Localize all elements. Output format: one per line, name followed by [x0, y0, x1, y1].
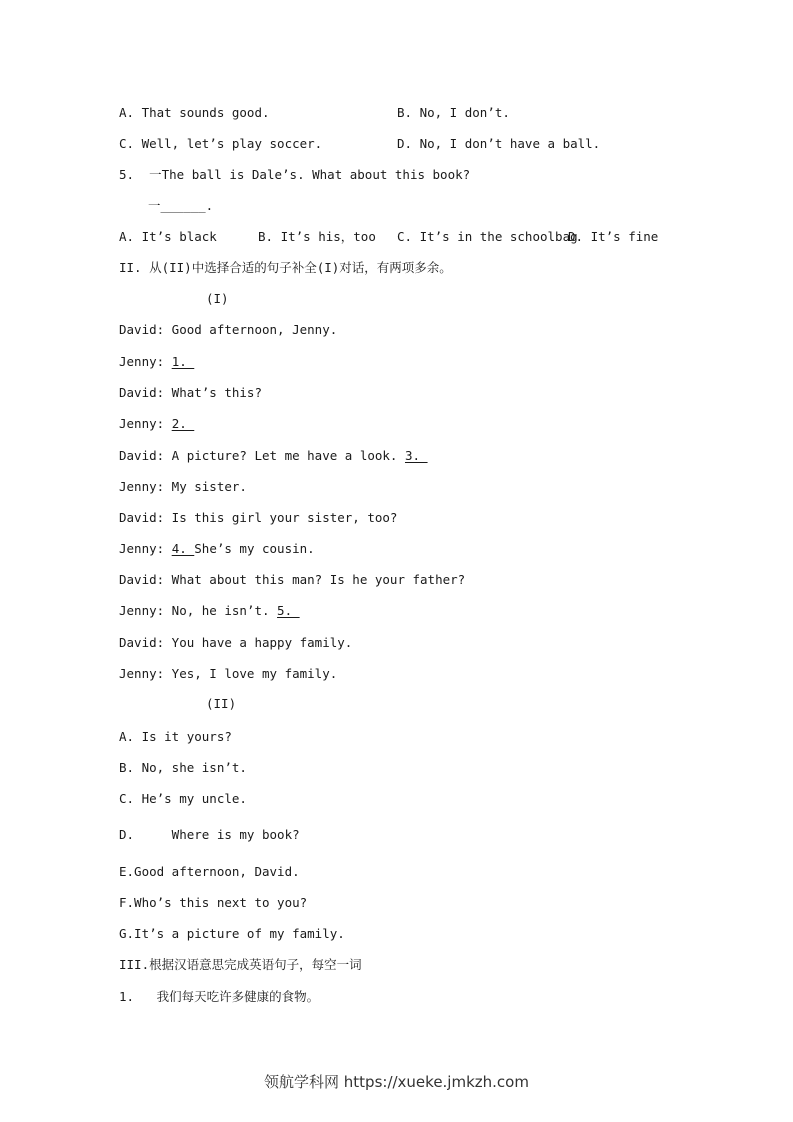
option-b: B. No, she isn’t. — [119, 760, 247, 775]
blank-4: 4. — [171, 541, 195, 556]
dialogue-text: Jenny: No, he isn’t. — [119, 603, 278, 618]
q4-option-b: B. No, I don’t. — [397, 105, 510, 120]
section-2-heading: II. 从(II)中选择合适的句子补全(I)对话，有两项多余。 — [119, 260, 452, 275]
q5-option-b: B. It’s his，too — [258, 229, 376, 244]
section-3-heading: III.根据汉语意思完成英语句子，每空一词 — [119, 957, 362, 972]
option-f: F.Who’s this next to you? — [119, 895, 308, 910]
dialogue-line-3: David: What’s this? — [119, 385, 262, 400]
q4-option-a: A. That sounds good. — [119, 105, 270, 120]
blank-1: 1. — [171, 354, 195, 369]
q5-blank: 一______. — [148, 198, 214, 213]
blank-3: 3. — [404, 448, 428, 463]
dialogue-line-9: David: What about this man? Is he your father? — [119, 572, 466, 587]
part-1-label: (I) — [206, 291, 229, 306]
option-g: G.It’s a picture of my family. — [119, 926, 345, 941]
dialogue-line-8 — [119, 541, 315, 557]
q5-option-a: A. It’s black — [119, 229, 217, 244]
option-c: C. He’s my uncle. — [119, 791, 247, 806]
dialogue-line-4 — [119, 416, 194, 432]
q5-option-c: C. It’s in the schoolbag — [397, 229, 578, 244]
dialogue-line-6: Jenny: My sister. — [119, 479, 247, 494]
blank-2: 2. — [171, 416, 195, 431]
speaker: Jenny: — [119, 416, 172, 431]
dialogue-line-1: David: Good afternoon, Jenny. — [119, 322, 338, 337]
dialogue-text: She’s my cousin. — [194, 541, 315, 556]
q4-option-c: C. Well, let’s play soccer. — [119, 136, 323, 151]
dialogue-line-2 — [119, 354, 194, 370]
dialogue-text: David: A picture? Let me have a look. — [119, 448, 405, 463]
part-2-label: (II) — [206, 696, 237, 711]
dialogue-line-7: David: Is this girl your sister, too? — [119, 510, 398, 525]
option-d: D. Where is my book? — [119, 827, 300, 842]
speaker: Jenny: — [119, 541, 172, 556]
dialogue-line-12: Jenny: Yes, I love my family. — [119, 666, 338, 681]
q5-option-d: D. It’s fine — [568, 229, 659, 244]
option-a: A. Is it yours? — [119, 729, 232, 744]
section-3-question-1: 1. 我们每天吃许多健康的食物。 — [119, 989, 320, 1004]
dialogue-line-11: David: You have a happy family. — [119, 635, 353, 650]
q5-stem: 5. 一The ball is Dale’s. What about this book? — [119, 167, 471, 182]
footer-watermark: 领航学科网 https://xueke.jmkzh.com — [264, 1073, 529, 1091]
speaker: Jenny: — [119, 354, 172, 369]
option-e: E.Good afternoon, David. — [119, 864, 300, 879]
dialogue-line-5 — [119, 448, 428, 464]
dialogue-line-10 — [119, 603, 300, 619]
q4-option-d: D. No, I don’t have a ball. — [397, 136, 601, 151]
blank-5: 5. — [277, 603, 300, 618]
